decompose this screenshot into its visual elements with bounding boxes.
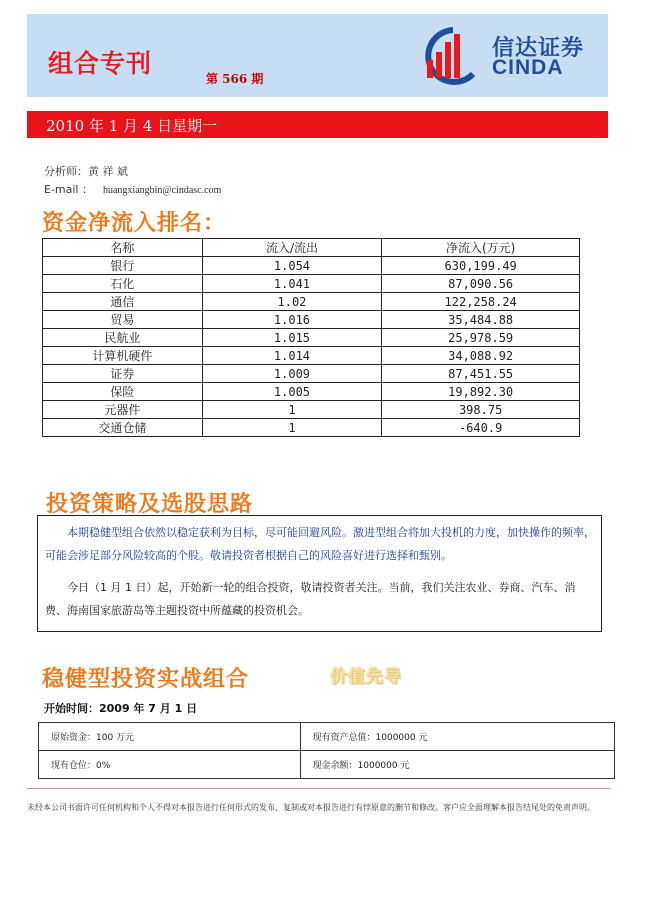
sector-name: 元器件 — [43, 401, 203, 419]
current-position: 现有仓位：0% — [39, 751, 301, 779]
strategy-text-aggressive: 激进型组合将加大投机的力度，加快操作的频率，可能会涉足部分风险较高的个股。敬请投资者根据自己的风险喜好进行选择和甄别。 — [45, 526, 595, 562]
sector-name: 银行 — [43, 257, 203, 275]
table-row — [43, 275, 580, 293]
table-row — [43, 311, 580, 329]
sector-name: 交通仓储 — [43, 419, 203, 437]
flow-ratio: 1 — [202, 419, 382, 437]
flow-ratio: 1.015 — [202, 329, 382, 347]
issue-number: 第 566 期 — [206, 72, 264, 86]
flow-ratio: 1 — [202, 401, 382, 419]
email-line — [44, 181, 221, 197]
net-inflow: 34,088.92 — [382, 347, 580, 365]
net-inflow: 35,484.88 — [382, 311, 580, 329]
sector-name: 计算机硬件 — [43, 347, 203, 365]
disclaimer-text: 未经本公司书面许可任何机构和个人不得对本报告进行任何形式的发布、复制或对本报告进行有悖原意的删节和修改。客户应全面理解本报告结尾处的免责声明。 — [27, 803, 595, 812]
table-row — [43, 383, 580, 401]
footer-divider — [27, 788, 611, 789]
sector-name: 通信 — [43, 293, 203, 311]
table-row — [43, 419, 580, 437]
start-time-value: 2009 年 7 月 1 日 — [99, 702, 198, 715]
table-row — [43, 401, 580, 419]
net-inflow: 630,199.49 — [382, 257, 580, 275]
flow-ratio: 1.014 — [202, 347, 382, 365]
sector-name: 证券 — [43, 365, 203, 383]
flow-ratio: 1.016 — [202, 311, 382, 329]
net-inflow: 87,451.55 — [382, 365, 580, 383]
analyst-line — [44, 163, 128, 179]
portfolio-table — [38, 722, 615, 779]
flow-ratio: 1.005 — [202, 383, 382, 401]
publication-date: 2010 年 1 月 4 日星期一 — [46, 117, 218, 135]
net-inflow: 87,090.56 — [382, 275, 580, 293]
strategy-paragraph-2: 今日（1 月 1 日）起，开始新一轮的组合投资，敬请投资者关注。当前，我们关注农业、券商、汽车、消费、海南国家旅游岛等主题投资中所蕴藏的投资机会。 — [45, 581, 576, 617]
sector-name: 贸易 — [43, 311, 203, 329]
net-inflow: 25,978.59 — [382, 329, 580, 347]
net-inflow: 122,258.24 — [382, 293, 580, 311]
start-time-label: 开始时间： — [44, 702, 99, 715]
analyst-label: 分析师： — [44, 165, 88, 178]
total-assets: 现有资产总值：1000000 元 — [300, 723, 614, 751]
net-inflow: 398.75 — [382, 401, 580, 419]
flow-ratio: 1.054 — [202, 257, 382, 275]
sector-name: 石化 — [43, 275, 203, 293]
analyst-name: 黄 祥 斌 — [88, 165, 128, 178]
flow-ratio: 1.041 — [202, 275, 382, 293]
table-row — [43, 329, 580, 347]
column-header: 净流入(万元) — [382, 239, 580, 257]
strategy-section-title: 投资策略及选股思路 — [46, 492, 254, 517]
strategy-text-steady: 本期稳健型组合依然以稳定获利为目标，尽可能回避风险。 — [67, 526, 353, 539]
initial-capital: 原始资金：100 万元 — [39, 723, 301, 751]
table-row — [39, 723, 615, 751]
flow-ratio: 1.009 — [202, 365, 382, 383]
table-row — [43, 293, 580, 311]
cash-balance: 现金余额：1000000 元 — [300, 751, 614, 779]
email-address[interactable]: huangxiangbin@cindasc.com — [102, 185, 222, 196]
table-row — [43, 257, 580, 275]
portfolio-section-title: 稳健型投资实战组合 — [42, 667, 250, 692]
net-inflow: 19,892.30 — [382, 383, 580, 401]
net-inflow: -640.9 — [382, 419, 580, 437]
flow-ratio: 1.02 — [202, 293, 382, 311]
strategy-paragraph-1 — [45, 521, 595, 567]
column-header: 名称 — [43, 239, 203, 257]
start-time — [44, 700, 197, 716]
sector-name: 民航业 — [43, 329, 203, 347]
flow-section-title: 资金净流入排名： — [42, 211, 227, 236]
table-row — [43, 365, 580, 383]
table-header-row — [43, 239, 580, 257]
email-label: E-mail ： — [44, 183, 93, 196]
logo-chinese-name: 信达证券 — [492, 36, 585, 61]
logo-english-name: CINDA — [492, 56, 564, 79]
publication-title: 组合专刊 — [48, 49, 153, 78]
fund-flow-table — [42, 238, 580, 437]
table-row — [39, 751, 615, 779]
value-first-tag: 价值先导 — [330, 667, 402, 687]
sector-name: 保险 — [43, 383, 203, 401]
table-row — [43, 347, 580, 365]
column-header: 流入/流出 — [202, 239, 382, 257]
